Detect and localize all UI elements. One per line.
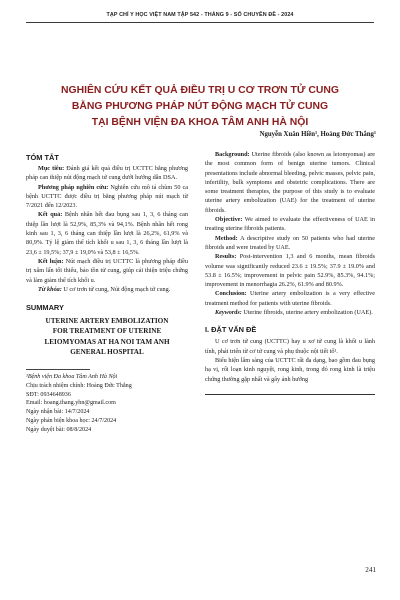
english-title-line-4: GENERAL HOSPITAL bbox=[70, 347, 144, 356]
objective-text: Đánh giá kết quả điều trị UCTTC bằng phương pháp can thiệp nút động mạch tử cung dưới hướng dẫn DSA. bbox=[26, 165, 189, 182]
intro-heading: I. ĐẶT VẤN ĐỀ bbox=[205, 325, 257, 335]
footnote-phone: SĐT: 0934648936 bbox=[26, 391, 71, 398]
authors: Nguyễn Xuân Hiền¹, Hoàng Đức Thắng¹ bbox=[259, 131, 376, 138]
bottom-rule bbox=[205, 394, 375, 395]
conclusion-text: Nút mạch điều trị UCTTC là phương pháp điều trị xâm lấn tối thiểu, bảo tồn tử cung, giúp cải thiện triệu chứng và làm giảm thể tích khối u. bbox=[26, 257, 188, 284]
result-text: Bệnh nhân hết đau bụng sau 1, 3, 6 tháng can thiệp lần lượt là 52,9%, 85,3% và 94,1%. Bệnh nhân hết rong kinh sau 1, 3, 6 tháng can thiệp lần lượt là 26,2%, 61,9% và 80,9%. Tỷ lệ giảm thể tích khối u sau 1, 3, 6 tháng lần lượt là 23,6 ± 19,5%; 37,9 ± 19,0% và 53,8 ± 16,5%. bbox=[26, 211, 188, 256]
english-title bbox=[26, 316, 188, 357]
method-text: Nghiên cứu mô tả chùm 50 ca bệnh UCTTC được điều trị bằng phương pháp nút mạch từ 7/2021 đến 12/2023. bbox=[26, 183, 188, 210]
abstract-conclusion bbox=[26, 257, 188, 285]
en-results-text: Post-intervention 1,3 and 6 months, mean fibroids volume was significantly reduced 23.6 ± 19.5%; 37.9 ± 19.0% and 53.8 ± 16.5%; improvement in pelvic pain 52.9%, 85.3%, 94.1%; improvement in menorrhagia 26.2%, 61.9% and 80.9%. bbox=[205, 253, 375, 289]
article-title bbox=[36, 83, 364, 131]
page-number: 241 bbox=[365, 566, 376, 574]
background-lead: Background: bbox=[215, 151, 250, 158]
footnote-rule bbox=[26, 369, 90, 370]
en-objective-text: We aimed to evaluate the effectiveness of UAE in treating uterine fibroids patients. bbox=[205, 216, 375, 233]
summary-background bbox=[205, 150, 375, 215]
abstract-objective bbox=[26, 164, 188, 183]
footnote-received: Ngày nhận bài: 14/7/2024 bbox=[26, 409, 90, 416]
intro-paragraph-1: U cơ trơn tử cung (UCTTC) hay u xơ tử cung là khối u lành tính, phát triển từ cơ tử cung và phụ thuộc nội tiết tố¹. bbox=[205, 338, 375, 355]
summary-objective bbox=[205, 215, 375, 234]
title-line-2: BẰNG PHƯƠNG PHÁP NÚT ĐỘNG MẠCH TỬ CUNG bbox=[71, 101, 329, 112]
en-results-lead: Results: bbox=[215, 253, 237, 261]
intro-paragraph-2: Biểu hiện lâm sàng của UCTTC rất đa dạng, bao gồm đau bụng hạ vị, rối loạn kinh nguyệt, rong kinh, trong đó rong kinh là triệu chứng thường gặp nhất và gây ảnh hưởng bbox=[205, 356, 375, 383]
result-lead: Kết quả: bbox=[38, 211, 63, 219]
keywords-lead: Từ khóa: bbox=[38, 285, 62, 293]
keywords-text: U cơ trơn tử cung, Nút động mạch tử cung. bbox=[61, 285, 171, 293]
footnote-email: Email: hoang.thang.yhn@gmail.com bbox=[26, 400, 116, 407]
title-line-3: TẠI BỆNH VIỆN ĐA KHOA TÂM ANH HÀ NỘI bbox=[91, 117, 309, 128]
footnote-responsible: Chịu trách nhiệm chính: Hoàng Đức Thắng bbox=[26, 382, 132, 389]
header-rule bbox=[26, 22, 374, 23]
journal-header: TẠP CHÍ Y HỌC VIỆT NAM TẬP 542 - THÁNG 9 - SỐ CHUYÊN ĐỀ - 2024 bbox=[106, 12, 294, 18]
footnote-reviewed: Ngày phản biện khoa học: 24/7/2024 bbox=[26, 417, 117, 424]
en-method-lead: Method: bbox=[215, 234, 238, 242]
title-line-1: NGHIÊN CỨU KẾT QUẢ ĐIỀU TRỊ U CƠ TRƠN TỬ CUNG bbox=[61, 85, 339, 96]
objective-lead: Mục tiêu: bbox=[38, 165, 65, 172]
en-objective-lead: Objective: bbox=[215, 216, 243, 224]
footnote-affiliation: ¹Bệnh viện Đa khoa Tâm Anh Hà Nội bbox=[26, 373, 118, 380]
conclusion-lead: Kết luận: bbox=[38, 257, 64, 265]
en-conclusion-lead: Conclusion: bbox=[215, 290, 247, 298]
summary-method bbox=[205, 234, 375, 253]
background-text: Uterine fibroids (also known as leiomyomas) are the most common form of benign uterine tumors. Clinical presentations include abnormal bleeding, pelvic masses, pelvic pain, infertility, bulk symptoms and obstetric complications. There are some treatment therapies, the purpose of this study is to evaluate uterine artery embolization (UAE) for the treatment of uterine fibroids. bbox=[205, 151, 375, 214]
summary-results bbox=[205, 252, 375, 289]
footnote-accepted: Ngày duyệt bài: 08/8/2024 bbox=[26, 426, 92, 433]
right-column bbox=[205, 150, 375, 395]
english-title-line-1: UTERINE ARTERY EMBOLIZATION bbox=[45, 317, 169, 326]
english-title-line-2: FOR TREATMENT OF UTERINE bbox=[52, 327, 162, 336]
en-conclusion-text: Uterine artery embolization is a very effective treatment method for patients with uterine fibroids. bbox=[205, 290, 375, 307]
abstract-result bbox=[26, 210, 188, 256]
method-lead: Phương pháp nghiên cứu: bbox=[38, 183, 109, 191]
abstract-method bbox=[26, 183, 188, 211]
en-keywords-lead: Keywords: bbox=[215, 309, 242, 317]
english-title-line-3: LEIOMYOMAS AT HA NOI TAM ANH bbox=[44, 337, 170, 346]
summary-conclusion bbox=[205, 289, 375, 308]
abstract-keywords bbox=[26, 285, 188, 294]
en-method-text: A descriptive study on 50 patients who had uterine fibroids and were treated by UAE. bbox=[205, 234, 375, 251]
summary-keywords bbox=[205, 308, 375, 317]
left-column bbox=[26, 150, 188, 435]
abstract-heading: TÓM TẮT bbox=[26, 153, 59, 162]
en-keywords-text: Uterine fibroids, uterine artery embolization (UAE). bbox=[241, 309, 373, 317]
summary-heading: SUMMARY bbox=[26, 303, 64, 313]
